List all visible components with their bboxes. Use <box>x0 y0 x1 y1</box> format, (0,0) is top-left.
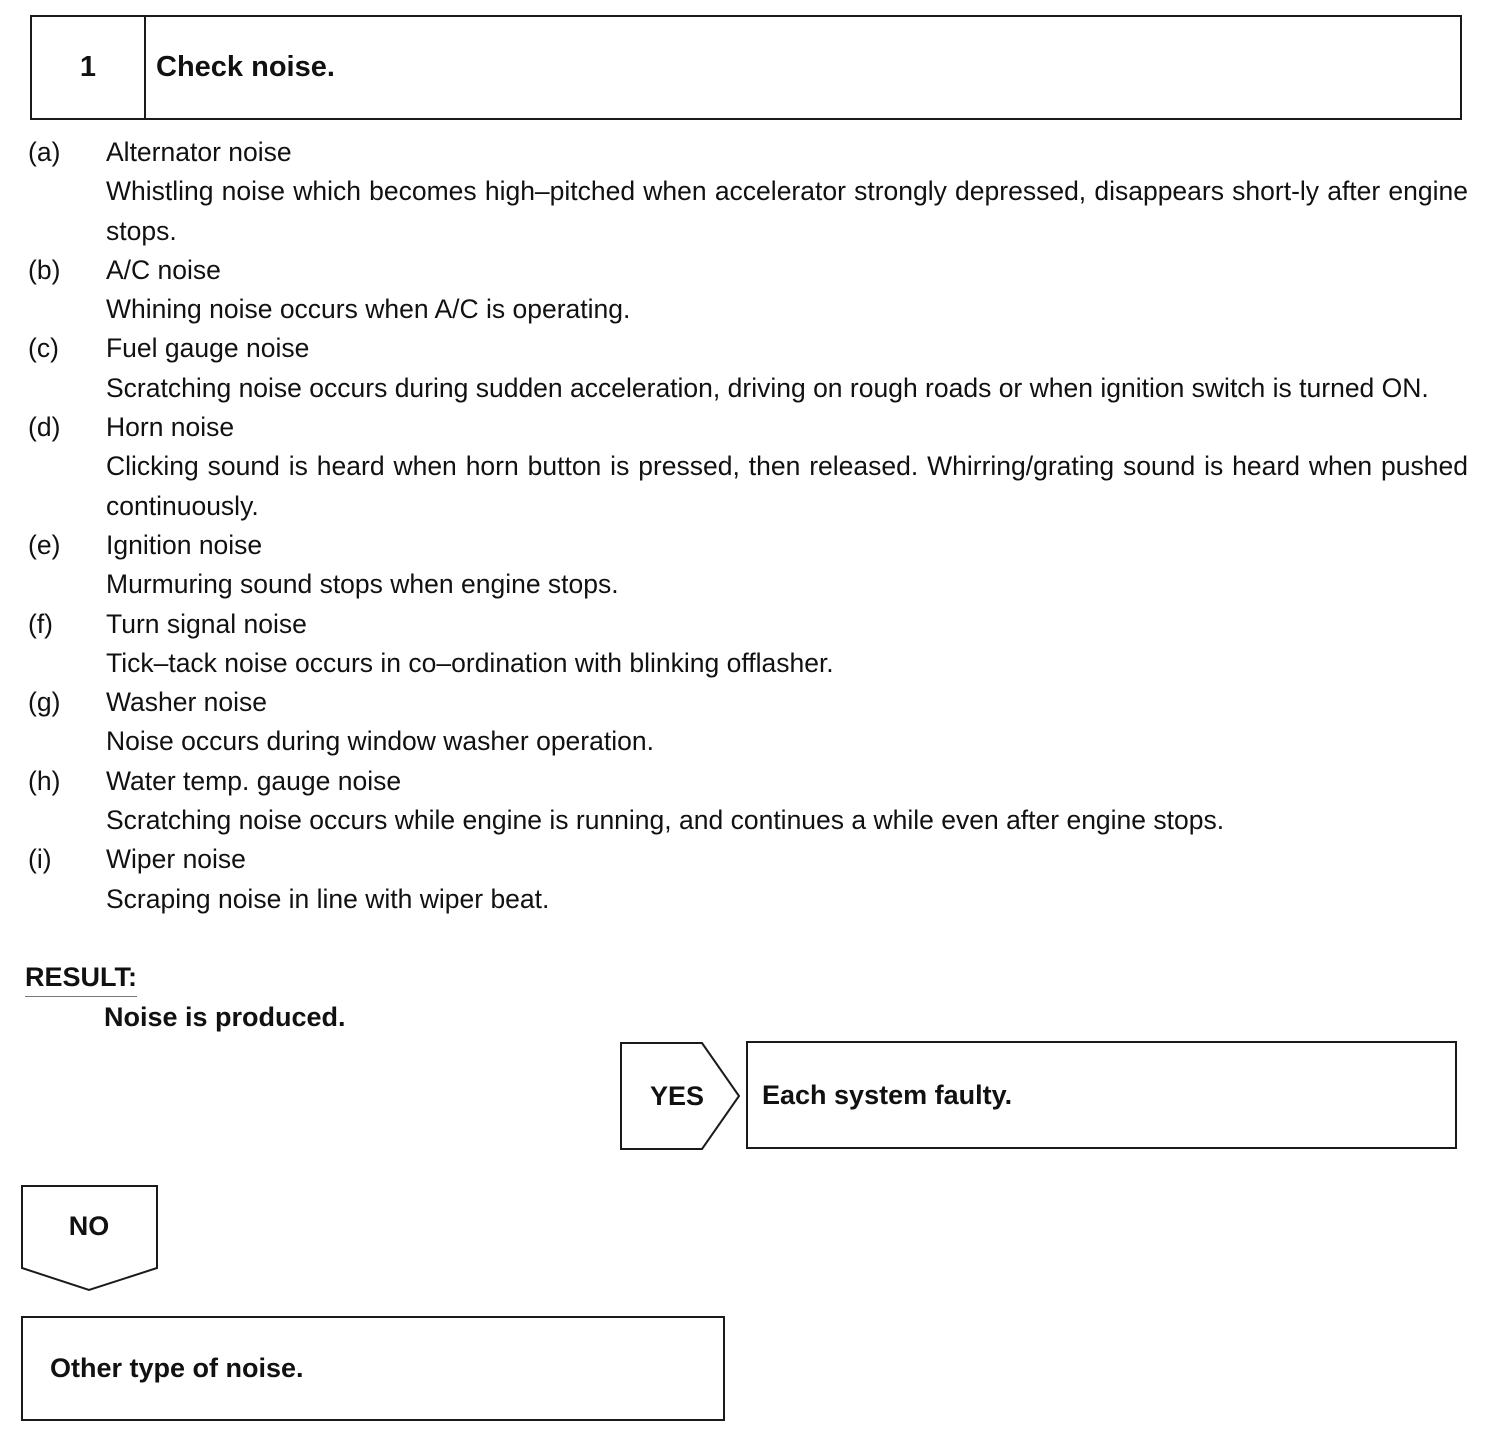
item-body <box>106 683 1468 762</box>
item-description: Scratching noise occurs during sudden acceleration, driving on rough roads or when ignition switch is turned ON. <box>106 372 1429 403</box>
item-title: A/C noise <box>106 254 221 285</box>
item-body <box>106 329 1468 408</box>
item-letter: (a) <box>28 137 61 167</box>
item-letter: (c) <box>28 333 59 364</box>
item-title: Water temp. gauge noise <box>106 765 402 796</box>
item-title: Wiper noise <box>106 844 246 875</box>
item-body <box>106 840 1468 919</box>
item-description: Clicking sound is heard when horn button is pressed, then released. Whirring/grating sound is heard when pushed continuously. <box>106 451 1468 521</box>
item-body <box>106 251 1468 330</box>
list-item <box>28 329 1468 408</box>
item-title: Washer noise <box>106 687 268 718</box>
item-letter: (i) <box>28 844 52 875</box>
step-number: 1 <box>32 17 146 118</box>
item-body <box>106 762 1468 841</box>
item-description: Scratching noise occurs while engine is running, and continues a while even after engine stops. <box>106 805 1225 836</box>
item-description: Murmuring sound stops when engine stops. <box>106 569 619 600</box>
list-item <box>28 762 1468 841</box>
item-title: Ignition noise <box>106 529 263 560</box>
item-body <box>106 408 1468 526</box>
noise-type-list <box>28 133 1468 919</box>
item-letter: (d) <box>28 412 61 443</box>
item-title: Alternator noise <box>106 137 292 167</box>
list-item <box>28 683 1468 762</box>
no-label: NO <box>68 1211 110 1241</box>
yes-result-text: Each system faulty. <box>762 1079 1013 1110</box>
item-description: Tick–tack noise occurs in co–ordination with blinking offlasher. <box>106 647 834 678</box>
result-value: Noise is produced. <box>104 1002 346 1032</box>
item-description: Scraping noise in line with wiper beat. <box>106 883 550 914</box>
no-result-text: Other type of noise. <box>50 1352 304 1383</box>
item-description: Noise occurs during window washer operation. <box>106 726 654 757</box>
yes-label: YES <box>649 1081 705 1111</box>
item-body <box>106 605 1468 684</box>
item-title: Fuel gauge noise <box>106 333 310 364</box>
step-title: Check noise. <box>156 51 335 83</box>
step-header <box>30 15 1462 120</box>
item-body <box>106 526 1468 605</box>
item-title: Horn noise <box>106 412 235 443</box>
list-item <box>28 840 1468 919</box>
item-description: Whistling noise which becomes high–pitched when accelerator strongly depressed, disappears short-ly after engine stops. <box>106 176 1468 246</box>
list-item <box>28 526 1468 605</box>
list-item <box>28 251 1468 330</box>
item-title: Turn signal noise <box>106 608 307 639</box>
list-item <box>28 133 1468 251</box>
item-letter: (b) <box>28 254 61 285</box>
item-letter: (f) <box>28 608 54 639</box>
result-label: RESULT: <box>25 959 137 997</box>
list-item <box>28 408 1468 526</box>
item-body <box>106 133 1468 251</box>
item-letter: (g) <box>28 687 61 718</box>
item-letter: (e) <box>28 529 61 560</box>
item-letter: (h) <box>28 765 61 796</box>
list-item <box>28 605 1468 684</box>
item-description: Whining noise occurs when A/C is operating. <box>106 294 631 325</box>
